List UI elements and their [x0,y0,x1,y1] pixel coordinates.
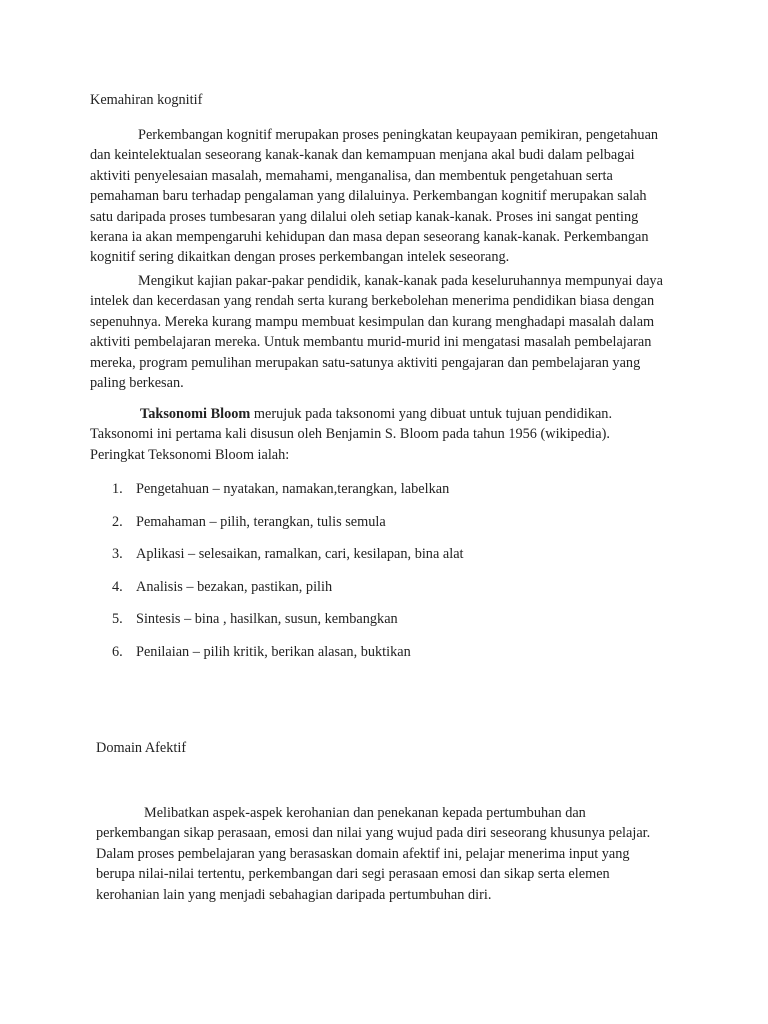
para3-line3: Peringkat Teksonomi Bloom ialah: [90,446,290,463]
list-item [112,577,672,597]
para1-line: pemahaman baru terhadap pengalaman yang dilaluinya. Perkembangan kognitif merupakan salah [90,188,647,205]
list-item-number: 6. [112,643,123,660]
list-item-text: Pemahaman – pilih, terangkan, tulis semula [136,513,386,530]
list-item-text: Penilaian – pilih kritik, berikan alasan, buktikan [136,643,411,660]
paragraph-taksonomi-bloom [90,404,682,465]
para3-line1-rest: merujuk pada taksonomi yang dibuat untuk tujuan pendidikan. [250,406,613,422]
list-item [112,479,672,499]
list-item [112,642,672,662]
para1-line: kognitif sering dikaitkan dengan proses perkembangan intelek seseorang. [90,249,510,266]
afektif-line: Melibatkan aspek-aspek kerohanian dan penekanan kepada pertumbuhan dan [144,805,586,821]
list-item-text: Pengetahuan – nyatakan, namakan,terangkan, labelkan [136,481,450,497]
list-item-number: 1. [112,481,123,497]
heading-domain-afektif: Domain Afektif [96,740,187,756]
para1-line: Perkembangan kognitif merupakan proses peningkatan keupayaan pemikiran, pengetahuan [138,127,659,143]
list-item [112,544,672,564]
afektif-line: berupa nilai-nilai tertentu, perkembangan dari segi perasaan emosi dan sikap serta elemen [96,866,610,883]
afektif-line: perkembangan sikap perasaan, emosi dan nilai yang wujud pada diri seseorang khusunya pelajar. [96,825,651,842]
para2-line: intelek dan kecerdasan yang rendah serta kurang berkebolehan menerima pendidikan biasa dengan [90,293,655,310]
para2-line: Mengikut kajian pakar-pakar pendidik, kanak-kanak pada keseluruhannya mempunyai daya [138,273,663,289]
list-item [112,609,672,629]
afektif-line: kerohanian lain yang menjadi sebahagian daripada pertumbuhan diri. [96,886,492,903]
list-item [112,512,672,532]
afektif-line: Dalam proses pembelajaran yang berasaskan domain afektif ini, pelajar menerima input yang [96,845,630,862]
list-item-number: 3. [112,546,123,563]
paragraph-perkembangan-kognitif [90,125,682,268]
list-item-text: Analisis – bezakan, pastikan, pilih [136,578,333,595]
list-item-number: 2. [112,513,123,530]
heading-kemahiran-kognitif: Kemahiran kognitif [90,92,203,108]
bold-term-taksonomi-bloom: Taksonomi Bloom [140,406,251,422]
para2-line: aktiviti pembelajaran mereka. Untuk membantu murid-murid ini mengatasi masalah pembelajaran [90,334,652,351]
para2-line: paling berkesan. [90,375,184,392]
para1-line: dan keintelektualan seseorang kanak-kanak dan kemampuan menjana akal budi dalam pelbagai [90,147,635,164]
list-item-text: Aplikasi – selesaikan, ramalkan, cari, kesilapan, bina alat [136,546,464,563]
para3-line2: Taksonomi ini pertama kali disusun oleh Benjamin S. Bloom pada tahun 1956 (wikipedia). [90,426,610,443]
list-item-number: 5. [112,611,123,628]
para2-line: sepenuhnya. Mereka kurang mampu membuat kesimpulan dan kurang menghadapi masalah dalam [90,313,655,330]
list-item-number: 4. [112,578,123,595]
paragraph-kajian-pakar [90,271,682,393]
para1-line: kerana ia akan mempengaruhi kehidupan dan masa depan seseorang kanak-kanak. Perkembangan [90,229,649,246]
paragraph-domain-afektif [96,803,696,905]
list-item-text: Sintesis – bina , hasilkan, susun, kembangkan [136,611,398,628]
bloom-levels-list [112,479,672,675]
para1-line: satu daripada proses tumbesaran yang dilalui oleh setiap kanak-kanak. Proses ini sangat penting [90,208,639,225]
para2-line: mereka, program pemulihan merupakan satu-satunya aktiviti pengajaran dan pembelajaran yang [90,354,641,371]
para1-line: aktiviti penyelesaian masalah, memahami, menganalisa, dan membentuk pengetahuan serta [90,167,613,184]
